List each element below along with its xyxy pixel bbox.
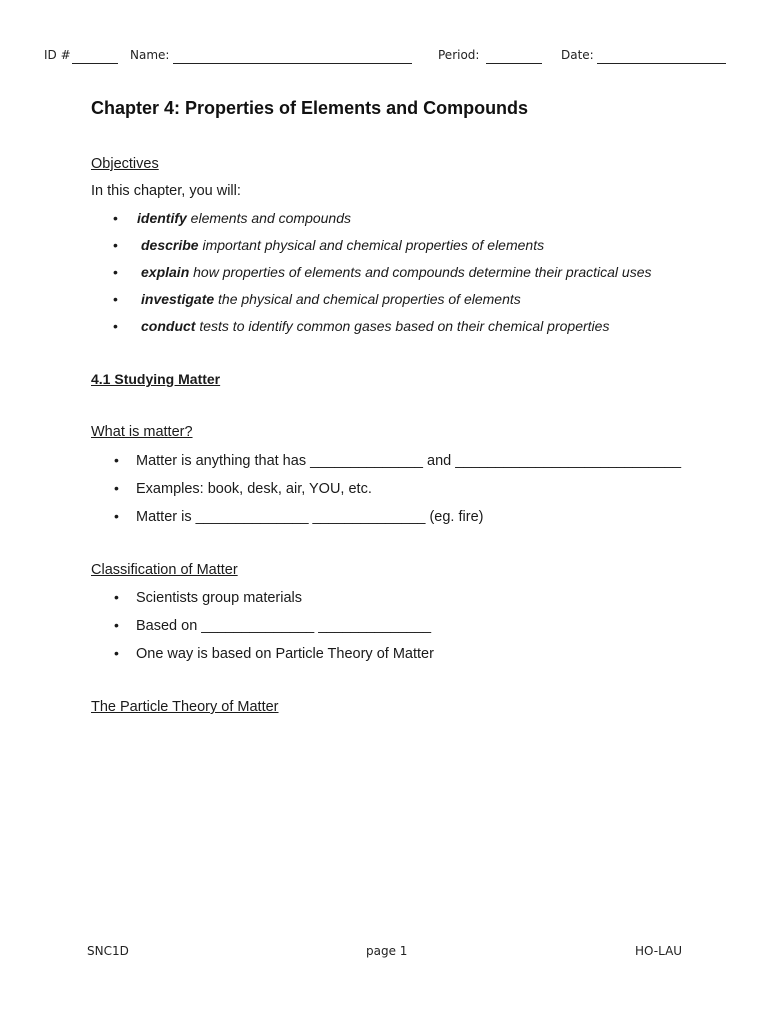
bullet-icon: •: [114, 617, 119, 633]
classification-heading: Classification of Matter: [91, 562, 238, 578]
id-label: ID #: [44, 48, 71, 62]
bullet-icon: •: [113, 264, 118, 280]
objective-verb: describe: [141, 237, 199, 253]
list-item-text: Matter is ______________ ______________ (eg. fire): [136, 509, 484, 525]
bullet-icon: •: [113, 291, 118, 307]
name-blank[interactable]: [173, 63, 412, 64]
worksheet-header: [0, 48, 770, 68]
objective-text: how properties of elements and compounds determine their practical uses: [189, 264, 652, 280]
period-label: Period:: [438, 48, 480, 62]
bullet-icon: •: [114, 508, 119, 524]
list-item-text: Examples: book, desk, air, YOU, etc.: [136, 481, 372, 497]
list-item-text: Scientists group materials: [136, 590, 303, 606]
footer-course: SNC1D: [87, 944, 129, 958]
bullet-icon: •: [113, 237, 118, 253]
objective-text: the physical and chemical properties of elements: [214, 291, 521, 307]
name-label: Name:: [130, 48, 170, 62]
list-item-text: One way is based on Particle Theory of Matter: [136, 646, 434, 662]
period-blank[interactable]: [486, 63, 542, 64]
objective-verb: conduct: [141, 318, 196, 334]
date-label: Date:: [561, 48, 594, 62]
list-item-text: Based on ______________ ______________: [136, 618, 432, 634]
footer-code: HO-LAU: [635, 944, 683, 958]
list-item-text: Matter is anything that has ______________ and ____________________________: [136, 453, 682, 469]
bullet-icon: •: [113, 318, 118, 334]
objective-text: tests to identify common gases based on their chemical properties: [195, 318, 610, 334]
id-blank[interactable]: [72, 63, 118, 64]
date-blank[interactable]: [597, 63, 726, 64]
what-is-matter-heading: What is matter?: [91, 424, 193, 440]
bullet-icon: •: [114, 452, 119, 468]
section-title: 4.1 Studying Matter: [91, 371, 221, 387]
objective-verb: investigate: [141, 291, 215, 307]
bullet-icon: •: [113, 210, 118, 226]
page-title: Chapter 4: Properties of Elements and Compounds: [91, 98, 529, 118]
objective-verb: explain: [141, 264, 190, 280]
objective-text: important physical and chemical properties of elements: [198, 237, 545, 253]
objectives-heading: Objectives: [91, 156, 159, 172]
objectives-intro: In this chapter, you will:: [91, 183, 241, 199]
bullet-icon: •: [114, 589, 119, 605]
objective-verb: identify: [137, 210, 187, 226]
bullet-icon: •: [114, 480, 119, 496]
particle-theory-heading: The Particle Theory of Matter: [91, 699, 279, 715]
footer-page-number: page 1: [366, 944, 408, 958]
objective-text: elements and compounds: [186, 210, 351, 226]
bullet-icon: •: [114, 645, 119, 661]
